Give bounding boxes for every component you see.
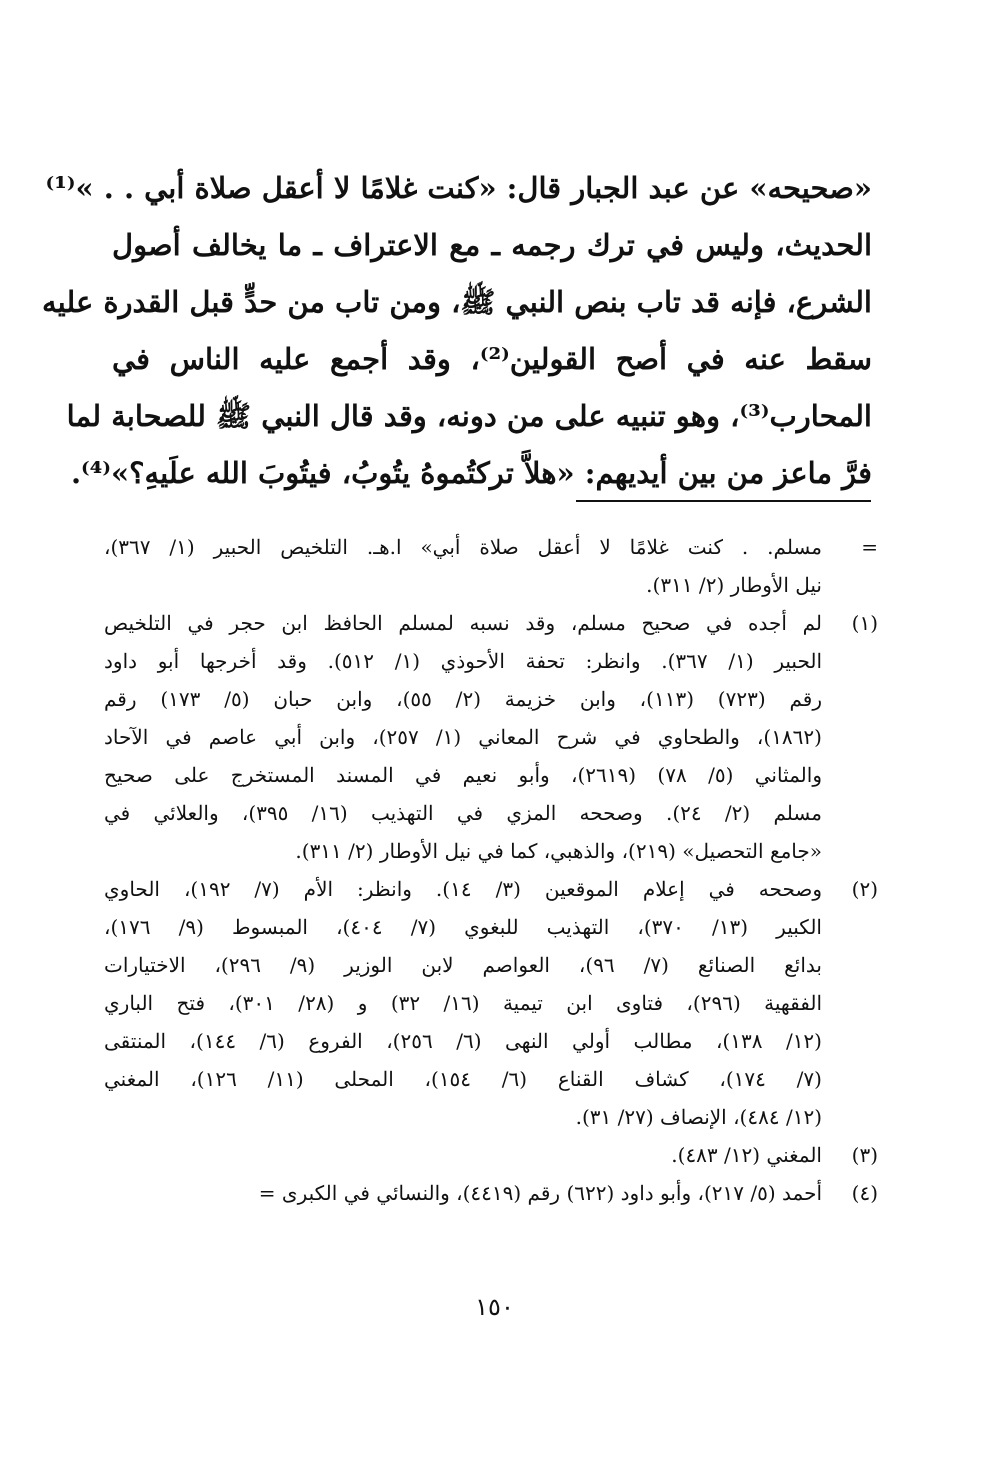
- footnote-line: (١٨٦٢)، والطحاوي في شرح المعاني (١/ ٢٥٧)، وابن أبي عاصم في الآحاد: [104, 725, 822, 749]
- footnote-line: مسلم (٢/ ٢٤). وصححه المزي في التهذيب (١٦/ ٣٩٥)، والعلائي في: [104, 801, 822, 825]
- main-text-line: فرَّ ماعز من بين أيديهم: «هلاَّ تركتُموهُ يتُوبُ، فيتُوبَ الله علَيهِ؟»⁽⁴⁾.: [70, 456, 872, 490]
- main-text-line: المحارب⁽³⁾، وهو تنبيه على من دونه، وقد قال النبي ﷺ للصحابة لما: [66, 399, 872, 433]
- footnote-separator: [576, 500, 871, 502]
- footnote-line: بدائع الصنائع (٧/ ٩٦)، العواصم لابن الوزير (٩/ ٢٩٦)، الاختيارات: [104, 953, 822, 977]
- footnote-line: نيل الأوطار (٢/ ٣١١).: [646, 573, 822, 597]
- footnote-continuation: [104, 528, 878, 604]
- footnote-4: [104, 1174, 878, 1212]
- footnote-marker: (٤): [851, 1181, 878, 1205]
- footnote-line: (٧/ ١٧٤)، كشاف القناع (٦/ ١٥٤)، المحلى (١١/ ١٢٦)، المغني: [104, 1067, 822, 1091]
- footnote-line: مسلم. . كنت غلامًا لا أعقل صلاة أبي» ا.هـ. التلخيص الحبير (١/ ٣٦٧)،: [104, 535, 822, 559]
- footnote-line: (١٢/ ١٣٨)، مطالب أولي النهى (٦/ ٢٥٦)، الفروع (٦/ ١٤٤)، المنتقى: [104, 1029, 822, 1053]
- main-text-line: الشرع، فإنه قد تاب بنص النبي ﷺ، ومن تاب من حدٍّ قبل القدرة عليه: [42, 285, 872, 319]
- footnote-1: [104, 604, 878, 870]
- footnote-2: [104, 870, 878, 1136]
- footnote-line: أحمد (٥/ ٢١٧)، وأبو داود (٦٢٢) رقم (٤٤١٩)، والنسائي في الكبرى =: [258, 1181, 822, 1205]
- main-text-line: «صحيحه» عن عبد الجبار قال: «كنت غلامًا لا أعقل صلاة أبي . . »⁽¹⁾: [45, 171, 872, 205]
- main-text-line: الحديث، وليس في ترك رجمه ـ مع الاعتراف ـ ما يخالف أصول: [112, 228, 872, 262]
- main-text-line: سقط عنه في أصح القولين⁽²⁾، وقد أجمع عليه الناس في: [112, 342, 873, 376]
- footnote-line: وصححه في إعلام الموقعين (٣/ ١٤). وانظر: الأم (٧/ ١٩٢)، الحاوي: [104, 877, 822, 901]
- footnote-line: الفقهية (٢٩٦)، فتاوى ابن تيمية (١٦/ ٣٢) و (٢٨/ ٣٠١)، فتح الباري: [104, 991, 823, 1015]
- footnote-line: رقم (٧٢٣) (١١٣)، وابن خزيمة (٢/ ٥٥)، وابن حبان (٥/ ١٧٣) رقم: [104, 687, 822, 711]
- footnote-line: والمثاني (٥/ ٧٨) (٢٦١٩)، وأبو نعيم في المسند المستخرج على صحيح: [104, 763, 822, 787]
- footnote-marker: (٣): [851, 1143, 878, 1167]
- footnote-line: (١٢/ ٤٨٤)، الإنصاف (٢٧/ ٣١).: [575, 1105, 822, 1129]
- footnote-line: الحبير (١/ ٣٦٧). وانظر: تحفة الأحوذي (١/ ٥١٢). وقد أخرجها أبو داود: [104, 649, 823, 673]
- footnote-line: الكبير (١٣/ ٣٧٠)، التهذيب للبغوي (٧/ ٤٠٤)، المبسوط (٩/ ١٧٦)،: [104, 915, 822, 939]
- footnote-marker: =: [861, 535, 878, 559]
- footnote-line: «جامع التحصيل» (٢١٩)، والذهبي، كما في نيل الأوطار (٢/ ٣١١).: [295, 839, 822, 863]
- footnotes-section: [104, 528, 878, 1212]
- page-number: ١٥٠: [475, 1293, 514, 1321]
- footnote-line: المغني (١٢/ ٤٨٣).: [671, 1143, 822, 1167]
- footnote-3: [104, 1136, 878, 1174]
- main-text-block: [42, 160, 873, 502]
- footnote-line: لم أجده في صحيح مسلم، وقد نسبه لمسلم الحافظ ابن حجر في التلخيص: [104, 611, 822, 635]
- footnote-marker: (٢): [851, 877, 878, 901]
- footnote-marker: (١): [851, 611, 878, 635]
